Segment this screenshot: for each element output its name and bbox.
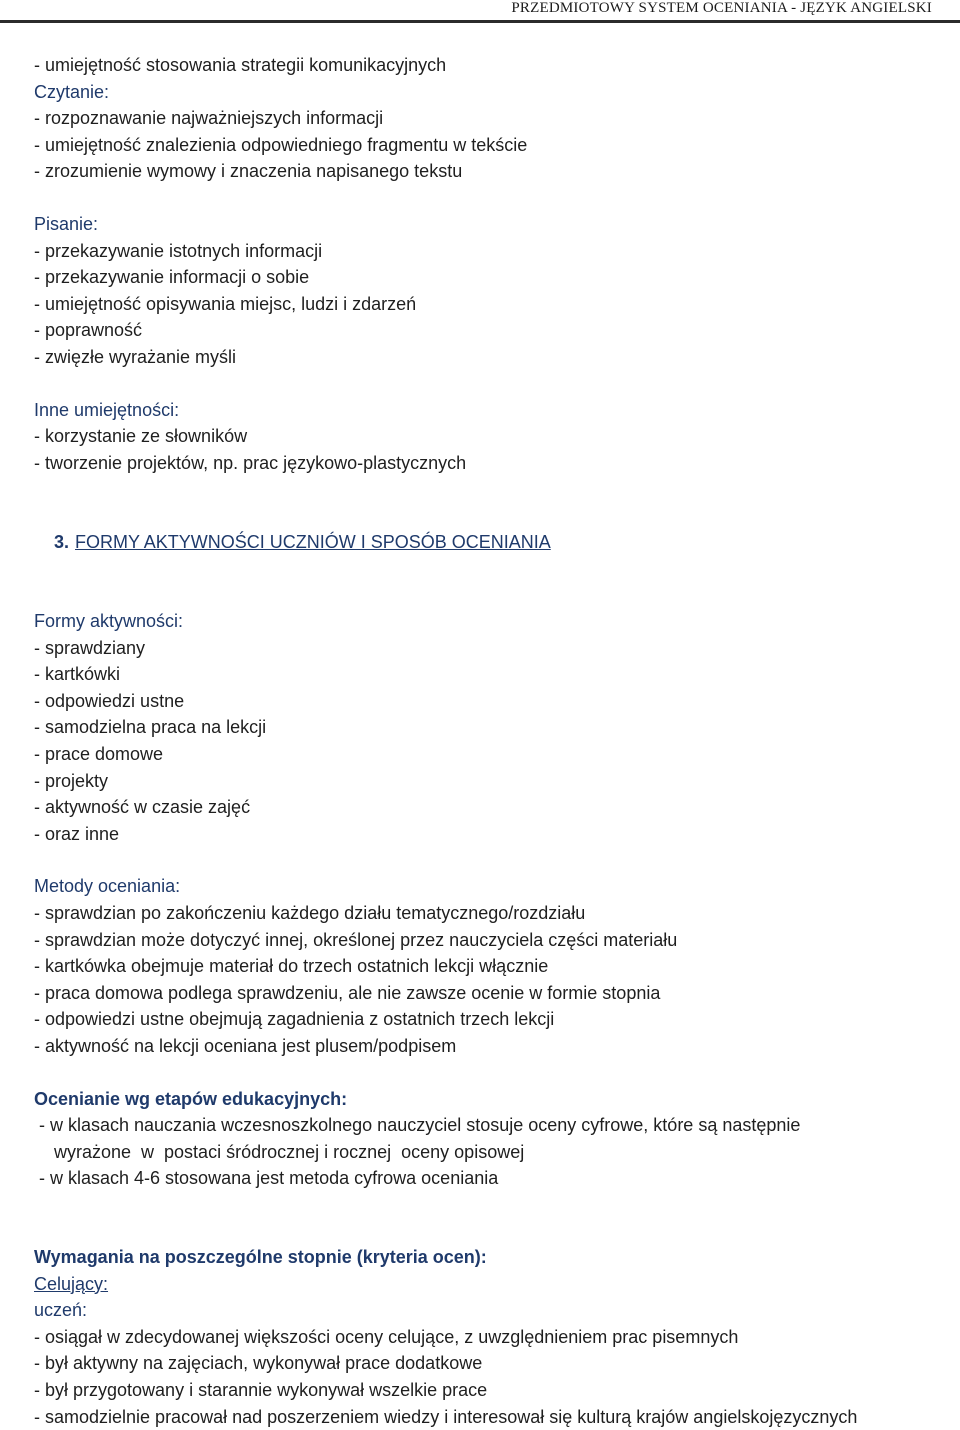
grading-method-item: - praca domowa podlega sprawdzeniu, ale nie zawsze ocenie w formie stopnia xyxy=(34,982,661,1003)
reading-item: - zrozumienie wymowy i znaczenia napisanego tekstu xyxy=(34,161,463,182)
activity-form-item: - aktywność w czasie zajęć xyxy=(34,797,251,818)
activity-forms-heading: Formy aktywności: xyxy=(34,611,184,632)
writing-item: - umiejętność opisywania miejsc, ludzi i zdarzeń xyxy=(34,293,417,314)
grading-method-item: - aktywność na lekcji oceniana jest plusem/podpisem xyxy=(34,1036,457,1056)
requirement-item: - samodzielnie pracował nad poszerzeniem wiedzy i interesował się kulturą krajów angielskojęzycznych xyxy=(34,1406,858,1427)
section-number: 3. xyxy=(54,531,70,552)
writing-item: - zwięzłe wyrażanie myśli xyxy=(34,346,237,367)
other-skills-heading: Inne umiejętności: xyxy=(34,399,180,420)
other-skills-item: - korzystanie ze słowników xyxy=(34,426,248,447)
requirement-item: - osiągał w zdecydowanej większości oceny celujące, z uwzględnieniem prac pisemnych xyxy=(34,1326,739,1347)
reading-heading: Czytanie: xyxy=(34,81,110,102)
other-skills-item: - tworzenie projektów, np. prac językowo-plastycznych xyxy=(34,452,467,473)
section-3-title xyxy=(34,502,944,582)
writing-heading: Pisanie: xyxy=(34,213,99,234)
reading-item: - rozpoznawanie najważniejszych informacji xyxy=(34,108,384,129)
writing-item: - przekazywanie informacji o sobie xyxy=(34,267,310,288)
section-title-text: FORMY AKTYWNOŚCI UCZNIÓW I SPOSÓB OCENIANIA xyxy=(75,531,551,552)
activity-form-item: - sprawdziany xyxy=(34,637,146,658)
speaking-item: - umiejętność stosowania strategii komunikacyjnych xyxy=(34,55,447,75)
activity-form-item: - prace domowe xyxy=(34,744,164,765)
grading-method-item: - sprawdzian może dotyczyć innej, określonej przez nauczyciela części materiału xyxy=(34,929,678,950)
activity-form-item: - samodzielna praca na lekcji xyxy=(34,717,267,738)
stages-heading: Ocenianie wg etapów edukacyjnych: xyxy=(34,1088,348,1109)
requirement-item: - był aktywny na zajęciach, wykonywał prace dodatkowe xyxy=(34,1353,483,1374)
activity-form-item: - projekty xyxy=(34,770,109,791)
writing-item: - poprawność xyxy=(34,320,143,341)
reading-item: - umiejętność znalezienia odpowiedniego fragmentu w tekście xyxy=(34,134,528,155)
stages-item-continuation: wyrażone w postaci śródrocznej i rocznej oceny opisowej xyxy=(54,1141,525,1162)
stages-item: - w klasach nauczania wczesnoszkolnego nauczyciel stosuje oceny cyfrowe, które są następnie xyxy=(34,1115,801,1136)
header-title: PRZEDMIOTOWY SYSTEM OCENIANIA - JĘZYK ANGIELSKI xyxy=(511,0,932,16)
grading-method-item: - kartkówka obejmuje materiał do trzech ostatnich lekcji włącznie xyxy=(34,956,549,977)
requirement-item: - był przygotowany i starannie wykonywał wszelkie prace xyxy=(34,1379,488,1400)
activity-form-item: - oraz inne xyxy=(34,823,120,844)
writing-item: - przekazywanie istotnych informacji xyxy=(34,240,323,261)
activity-form-item: - kartkówki xyxy=(34,664,121,685)
page-header xyxy=(0,0,960,23)
stages-item: - w klasach 4-6 stosowana jest metoda cyfrowa oceniania xyxy=(34,1168,499,1189)
requirements-heading: Wymagania na poszczególne stopnie (kryteria ocen): xyxy=(34,1246,487,1267)
grading-methods-heading: Metody oceniania: xyxy=(34,876,181,897)
grading-method-item: - sprawdzian po zakończeniu każdego działu tematycznego/rozdziału xyxy=(34,903,586,924)
grading-method-item: - odpowiedzi ustne obejmują zagadnienia z ostatnich trzech lekcji xyxy=(34,1009,555,1030)
document-body xyxy=(34,52,944,1430)
activity-form-item: - odpowiedzi ustne xyxy=(34,690,185,711)
student-label: uczeń: xyxy=(34,1300,88,1321)
grade-label: Celujący: xyxy=(34,1273,109,1294)
